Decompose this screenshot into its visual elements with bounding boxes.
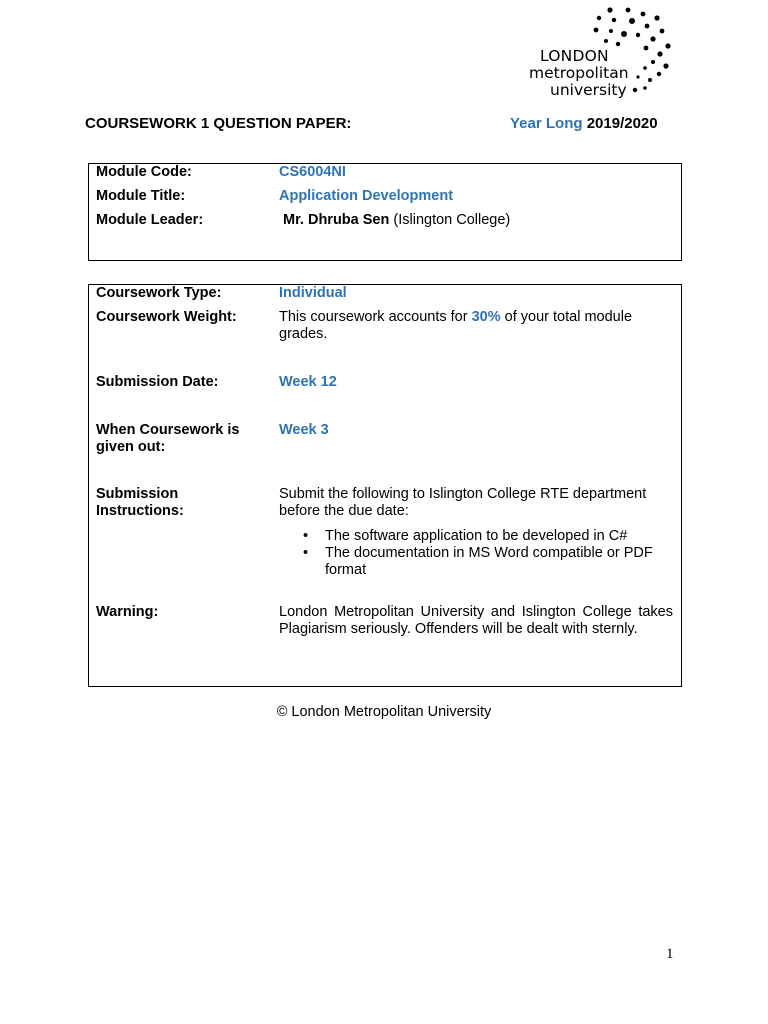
warning-label: Warning: [96, 604, 159, 620]
module-leader-label: Module Leader: [96, 212, 204, 228]
submission-date-label: Submission Date: [96, 374, 219, 390]
given-out-label: When Coursework is given out: [96, 422, 240, 455]
academic-year [510, 115, 658, 132]
paper-title: COURSEWORK 1 QUESTION PAPER: [85, 115, 352, 132]
logo-text-university: university [550, 81, 627, 99]
module-leader-college: (Islington College) [393, 212, 511, 228]
submission-instructions-text: Submit the following to Islington College RTE department before the due date: [279, 486, 647, 519]
given-out-value: Week 3 [279, 422, 329, 438]
coursework-details-box [88, 284, 682, 687]
module-code-label: Module Code: [96, 164, 192, 180]
coursework-type-value: Individual [279, 285, 347, 301]
list-item: • The documentation in MS Word compatible or PDF format [303, 545, 653, 578]
weight-text-post: of your total module grades. [279, 309, 633, 342]
copyright-notice: © London Metropolitan University [276, 704, 492, 720]
bullet-icon: • [303, 528, 309, 544]
module-leader-name: Mr. Dhruba Sen [283, 212, 390, 228]
bullet-icon: • [303, 545, 309, 561]
module-leader-value [283, 212, 510, 229]
university-logo [520, 4, 680, 104]
module-code-value: CS6004NI [279, 164, 346, 180]
module-title-label: Module Title: [96, 188, 186, 204]
module-title-value: Application Development [279, 188, 454, 204]
coursework-weight-value [279, 309, 675, 343]
logo-text-metropolitan: metropolitan [529, 64, 629, 82]
submission-instructions-label: Submission Instructions: [96, 486, 184, 519]
weight-text-pre: This coursework accounts for [279, 309, 468, 325]
coursework-weight-label: Coursework Weight: [96, 309, 237, 325]
submission-items-list [279, 528, 679, 579]
list-item: • The software application to be developed in C# [303, 528, 628, 544]
warning-text: London Metropolitan University and Islington College takes Plagiarism seriously. Offenders will be dealt with sternly. [279, 604, 673, 637]
year-label: Year Long [510, 115, 583, 132]
logo-text-london: LONDON [540, 47, 609, 65]
weight-percentage: 30% [471, 309, 501, 325]
module-info-box [88, 163, 682, 261]
coursework-type-label: Coursework Type: [96, 285, 222, 301]
submission-date-value: Week 12 [279, 374, 337, 390]
year-value: 2019/2020 [586, 115, 658, 132]
page-number: 1 [666, 946, 674, 962]
